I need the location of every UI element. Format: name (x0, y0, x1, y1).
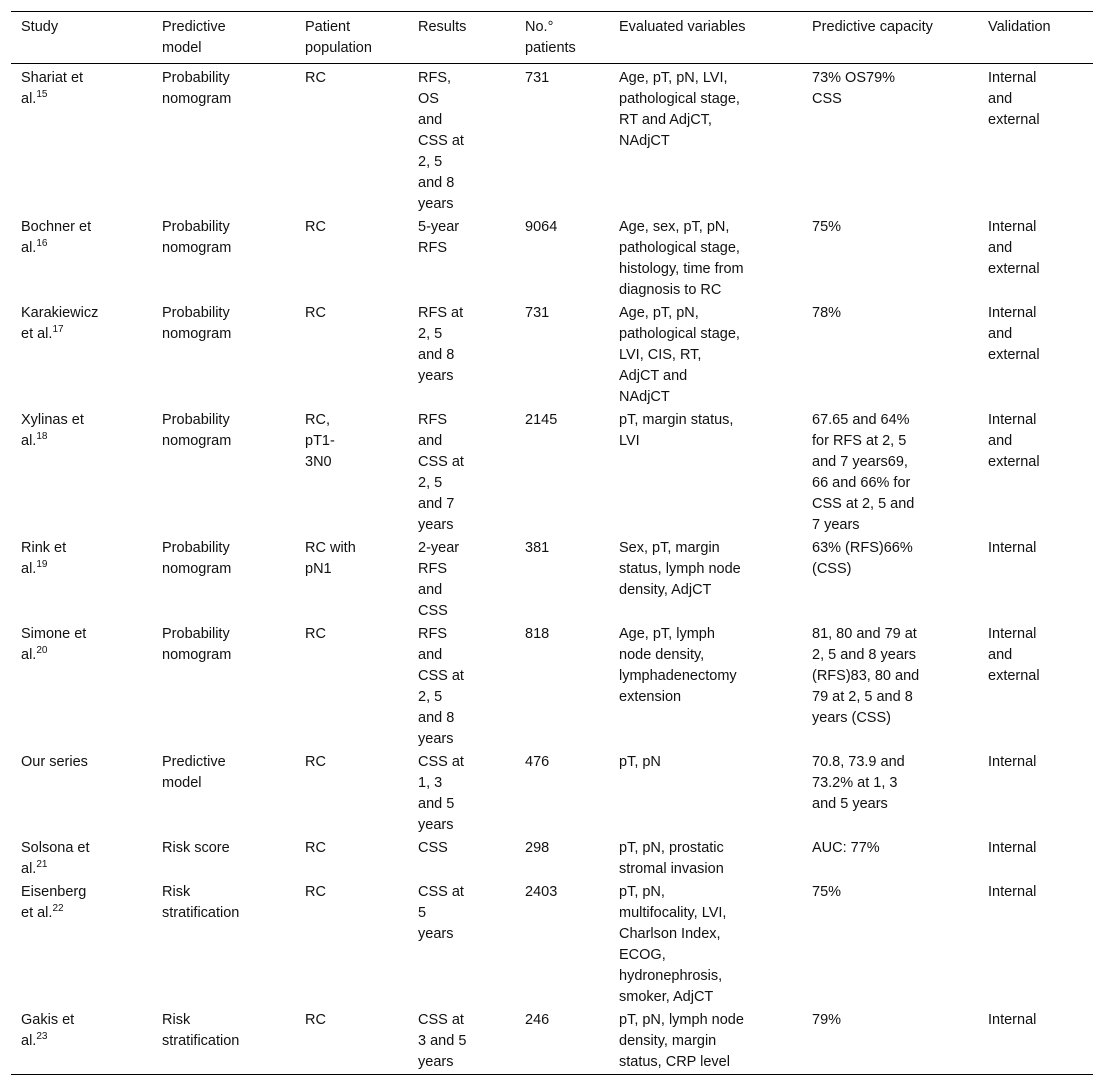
cell-validation (978, 623, 1093, 751)
table-row (11, 216, 1093, 302)
cell-number-of-patients (515, 302, 609, 409)
header-results: Results (418, 19, 467, 35)
reference-number: 18 (36, 431, 48, 443)
cell-validation (978, 751, 1093, 837)
cell-results (408, 881, 515, 1009)
cell-study-text: Karakiewicz et al. (21, 305, 99, 342)
cell-validation (978, 64, 1093, 217)
cell-patient-population-text: RC (305, 840, 326, 856)
cell-predictive-model-text: Probability nomogram (162, 540, 232, 577)
cell-predictive-capacity-text: 78% (812, 305, 842, 321)
cell-validation (978, 1009, 1093, 1075)
cell-predictive-model-text: Probability nomogram (162, 412, 232, 449)
cell-predictive-capacity (802, 881, 978, 1009)
cell-patient-population (295, 751, 408, 837)
cell-results-text: CSS at 1, 3 and 5 years (418, 754, 464, 833)
cell-predictive-model (152, 751, 295, 837)
cell-evaluated-variables (609, 302, 802, 409)
cell-validation-text: Internal and external (988, 412, 1040, 470)
cell-validation-text: Internal (988, 754, 1037, 770)
cell-study (11, 837, 152, 881)
cell-evaluated-variables (609, 881, 802, 1009)
reference-number: 23 (36, 1031, 48, 1043)
cell-evaluated-variables (609, 537, 802, 623)
cell-validation (978, 537, 1093, 623)
reference-number: 20 (36, 645, 48, 657)
reference-number: 17 (52, 324, 64, 336)
cell-patient-population-text: RC (305, 70, 326, 86)
cell-validation (978, 837, 1093, 881)
cell-study-text: Bochner et al. (21, 219, 92, 256)
cell-results (408, 623, 515, 751)
cell-evaluated-variables (609, 623, 802, 751)
cell-evaluated-variables (609, 751, 802, 837)
cell-evaluated-variables-text: pT, margin status, LVI (619, 412, 734, 449)
cell-predictive-capacity-text: 70.8, 73.9 and 73.2% at 1, 3 and 5 years (812, 754, 905, 812)
cell-evaluated-variables-text: pT, pN, lymph node density, margin status, CRP level (619, 1012, 744, 1070)
cell-evaluated-variables-text: Age, pT, pN, pathological stage, LVI, CIS, RT, AdjCT and NAdjCT (619, 305, 740, 405)
cell-evaluated-variables-text: Sex, pT, margin status, lymph node density, AdjCT (619, 540, 741, 598)
cell-number-of-patients (515, 1009, 609, 1075)
cell-predictive-model-text: Probability nomogram (162, 219, 232, 256)
cell-predictive-model (152, 64, 295, 217)
table-row (11, 302, 1093, 409)
cell-validation-text: Internal and external (988, 70, 1040, 128)
cell-evaluated-variables (609, 1009, 802, 1075)
reference-number: 19 (36, 559, 48, 571)
table-row (11, 537, 1093, 623)
cell-results (408, 751, 515, 837)
cell-predictive-model-text: Probability nomogram (162, 305, 232, 342)
table-header (11, 12, 1093, 64)
cell-predictive-model-text: Probability nomogram (162, 70, 232, 107)
cell-results (408, 837, 515, 881)
cell-patient-population (295, 881, 408, 1009)
cell-results (408, 216, 515, 302)
cell-predictive-model-text: Predictive model (162, 754, 226, 791)
cell-predictive-capacity-text: 79% (812, 1012, 842, 1028)
cell-study-text: Xylinas et al. (21, 412, 84, 449)
cell-results-text: RFS and CSS at 2, 5 and 8 years (418, 626, 464, 747)
cell-predictive-model-text: Risk score (162, 840, 230, 856)
cell-patient-population (295, 302, 408, 409)
predictive-models-table (11, 11, 1093, 1075)
cell-results (408, 64, 515, 217)
cell-number-of-patients-text: 298 (525, 840, 550, 856)
cell-results-text: CSS at 3 and 5 years (418, 1012, 467, 1070)
cell-number-of-patients (515, 409, 609, 537)
cell-predictive-capacity (802, 302, 978, 409)
cell-validation-text: Internal (988, 884, 1037, 900)
cell-study-text: Our series (21, 754, 88, 770)
cell-evaluated-variables (609, 409, 802, 537)
cell-number-of-patients-text: 731 (525, 305, 550, 321)
header-row (11, 12, 1093, 64)
cell-number-of-patients-text: 731 (525, 70, 550, 86)
cell-number-of-patients (515, 881, 609, 1009)
cell-predictive-capacity-text: AUC: 77% (812, 840, 880, 856)
cell-number-of-patients (515, 537, 609, 623)
header-predictive-model: Predictive model (162, 19, 226, 56)
table-row (11, 64, 1093, 217)
cell-results (408, 1009, 515, 1075)
cell-number-of-patients-text: 9064 (525, 219, 558, 235)
cell-number-of-patients (515, 623, 609, 751)
table-row (11, 1009, 1093, 1075)
cell-study (11, 409, 152, 537)
cell-results-text: RFS, OS and CSS at 2, 5 and 8 years (418, 70, 464, 212)
cell-results-text: 2-year RFS and CSS (418, 540, 460, 619)
cell-number-of-patients (515, 837, 609, 881)
cell-evaluated-variables-text: pT, pN (619, 754, 661, 770)
cell-patient-population (295, 1009, 408, 1075)
cell-evaluated-variables-text: pT, pN, multifocality, LVI, Charlson Index, ECOG, hydronephrosis, smoker, AdjCT (619, 884, 727, 1005)
cell-predictive-model-text: Risk stratification (162, 1012, 240, 1049)
cell-study (11, 302, 152, 409)
cell-evaluated-variables-text: pT, pN, prostatic stromal invasion (619, 840, 724, 877)
cell-study-text: Shariat et al. (21, 70, 84, 107)
cell-patient-population-text: RC, pT1- 3N0 (305, 412, 335, 470)
cell-predictive-capacity (802, 64, 978, 217)
cell-study (11, 623, 152, 751)
cell-validation-text: Internal and external (988, 305, 1040, 363)
cell-predictive-model (152, 302, 295, 409)
cell-predictive-capacity-text: 63% (RFS)66% (CSS) (812, 540, 913, 577)
cell-patient-population-text: RC (305, 305, 326, 321)
cell-predictive-capacity (802, 623, 978, 751)
cell-results (408, 302, 515, 409)
cell-study (11, 64, 152, 217)
cell-predictive-model (152, 881, 295, 1009)
cell-evaluated-variables (609, 216, 802, 302)
cell-results (408, 537, 515, 623)
table-body (11, 64, 1093, 1075)
header-predictive-capacity: Predictive capacity (812, 19, 933, 35)
cell-predictive-model (152, 1009, 295, 1075)
cell-patient-population-text: RC (305, 754, 326, 770)
cell-predictive-capacity-text: 75% (812, 884, 842, 900)
cell-patient-population (295, 537, 408, 623)
cell-patient-population-text: RC (305, 1012, 326, 1028)
cell-results (408, 409, 515, 537)
reference-number: 21 (36, 859, 48, 871)
cell-study-text: Simone et al. (21, 626, 87, 663)
cell-number-of-patients-text: 2403 (525, 884, 558, 900)
cell-study (11, 216, 152, 302)
cell-predictive-model (152, 837, 295, 881)
cell-predictive-model-text: Probability nomogram (162, 626, 232, 663)
cell-validation-text: Internal and external (988, 626, 1040, 684)
header-number-of-patients: No.° patients (525, 19, 576, 56)
cell-predictive-capacity-text: 81, 80 and 79 at 2, 5 and 8 years (RFS)83, 80 and 79 at 2, 5 and 8 years (CSS) (812, 626, 920, 726)
cell-patient-population-text: RC with pN1 (305, 540, 356, 577)
cell-evaluated-variables (609, 64, 802, 217)
table-row (11, 837, 1093, 881)
cell-validation (978, 881, 1093, 1009)
cell-results-text: CSS at 5 years (418, 884, 464, 942)
cell-predictive-capacity (802, 216, 978, 302)
cell-validation-text: Internal (988, 1012, 1037, 1028)
cell-number-of-patients (515, 64, 609, 217)
cell-patient-population-text: RC (305, 626, 326, 642)
cell-validation (978, 409, 1093, 537)
cell-study-text: Eisenberg et al. (21, 884, 87, 921)
cell-number-of-patients (515, 216, 609, 302)
cell-patient-population (295, 216, 408, 302)
cell-number-of-patients-text: 381 (525, 540, 550, 556)
cell-validation (978, 216, 1093, 302)
reference-number: 22 (52, 903, 64, 915)
cell-number-of-patients-text: 2145 (525, 412, 558, 428)
cell-predictive-model (152, 623, 295, 751)
cell-patient-population (295, 64, 408, 217)
table-row (11, 409, 1093, 537)
cell-validation-text: Internal (988, 540, 1037, 556)
cell-predictive-capacity-text: 73% OS79% CSS (812, 70, 896, 107)
reference-number: 16 (36, 238, 48, 250)
cell-patient-population-text: RC (305, 884, 326, 900)
cell-number-of-patients-text: 476 (525, 754, 550, 770)
header-study: Study (21, 19, 59, 35)
cell-evaluated-variables-text: Age, sex, pT, pN, pathological stage, histology, time from diagnosis to RC (619, 219, 744, 298)
cell-results-text: RFS and CSS at 2, 5 and 7 years (418, 412, 464, 533)
cell-results-text: CSS (418, 840, 448, 856)
reference-number: 15 (36, 89, 48, 101)
cell-number-of-patients-text: 818 (525, 626, 550, 642)
cell-study-text: Gakis et al. (21, 1012, 75, 1049)
cell-patient-population-text: RC (305, 219, 326, 235)
cell-predictive-capacity-text: 75% (812, 219, 842, 235)
cell-number-of-patients-text: 246 (525, 1012, 550, 1028)
cell-predictive-model (152, 537, 295, 623)
cell-study-text: Solsona et al. (21, 840, 90, 877)
cell-predictive-capacity (802, 409, 978, 537)
cell-study (11, 1009, 152, 1075)
cell-study (11, 537, 152, 623)
cell-predictive-capacity (802, 1009, 978, 1075)
cell-number-of-patients (515, 751, 609, 837)
table-row (11, 881, 1093, 1009)
cell-predictive-capacity-text: 67.65 and 64% for RFS at 2, 5 and 7 years69, 66 and 66% for CSS at 2, 5 and 7 years (812, 412, 915, 533)
cell-predictive-model (152, 409, 295, 537)
header-evaluated-variables: Evaluated variables (619, 19, 746, 35)
cell-validation-text: Internal (988, 840, 1037, 856)
cell-study-text: Rink et al. (21, 540, 67, 577)
header-validation: Validation (988, 19, 1051, 35)
header-patient-population: Patient population (305, 19, 372, 56)
table-row (11, 623, 1093, 751)
cell-validation-text: Internal and external (988, 219, 1040, 277)
predictive-models-table-container (11, 11, 1051, 1075)
cell-predictive-capacity (802, 751, 978, 837)
cell-predictive-capacity (802, 837, 978, 881)
cell-patient-population (295, 837, 408, 881)
cell-study (11, 881, 152, 1009)
cell-predictive-model-text: Risk stratification (162, 884, 240, 921)
cell-evaluated-variables-text: Age, pT, lymph node density, lymphadenectomy extension (619, 626, 737, 705)
cell-predictive-model (152, 216, 295, 302)
cell-validation (978, 302, 1093, 409)
cell-evaluated-variables (609, 837, 802, 881)
cell-patient-population (295, 623, 408, 751)
cell-study (11, 751, 152, 837)
cell-evaluated-variables-text: Age, pT, pN, LVI, pathological stage, RT and AdjCT, NAdjCT (619, 70, 740, 149)
cell-predictive-capacity (802, 537, 978, 623)
cell-results-text: RFS at 2, 5 and 8 years (418, 305, 464, 384)
table-row (11, 751, 1093, 837)
cell-patient-population (295, 409, 408, 537)
cell-results-text: 5-year RFS (418, 219, 460, 256)
